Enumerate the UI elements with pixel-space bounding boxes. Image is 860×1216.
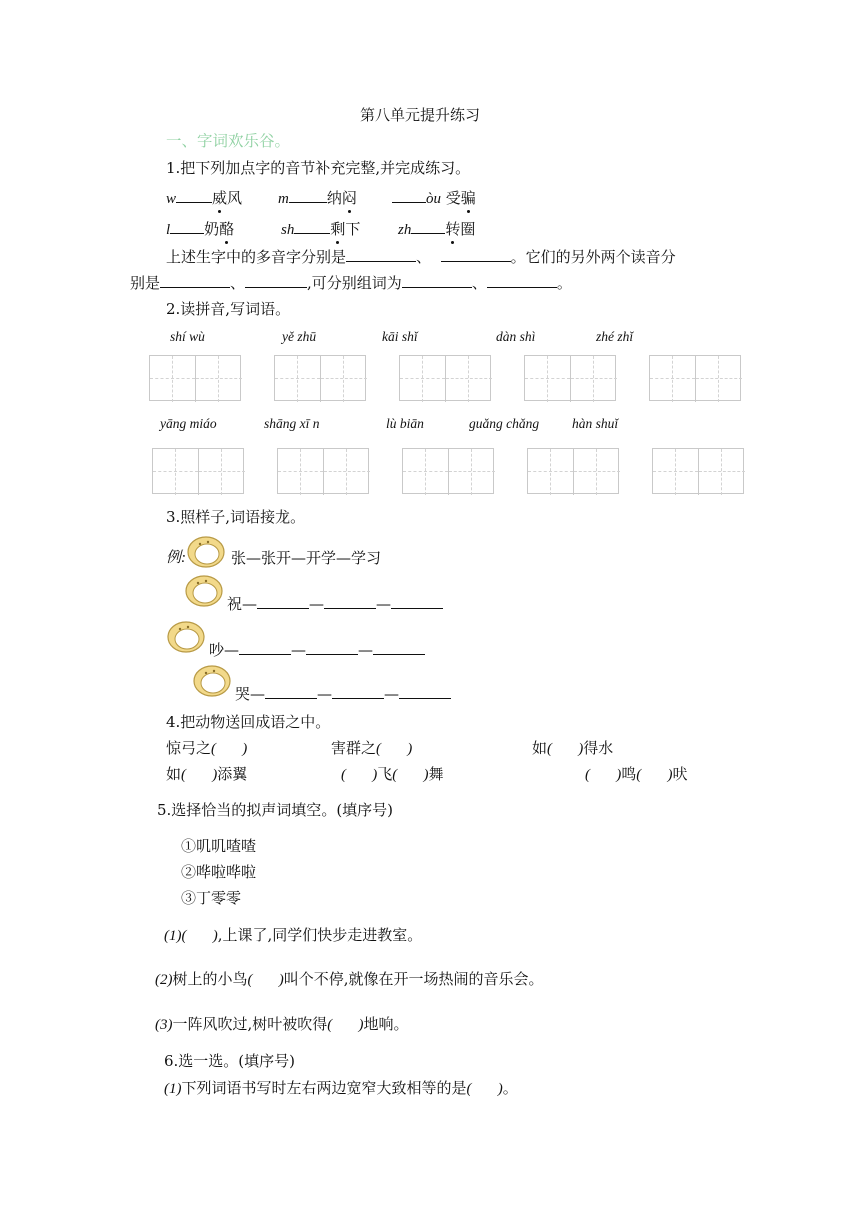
answer-blank[interactable] [265, 684, 317, 699]
writing-grid[interactable] [524, 355, 616, 401]
q1-paragraph-line2: 别是 、 ,可分别组词为 、 。 [130, 274, 572, 292]
answer-paren[interactable]: ( ) [211, 741, 248, 757]
answer-paren[interactable]: ( ) [636, 767, 673, 783]
chick-icon [192, 664, 232, 698]
answer-blank[interactable] [441, 247, 511, 262]
q4-heading: 4.把动物送回成语之中。 [166, 713, 331, 731]
answer-blank[interactable] [245, 273, 307, 288]
q1-paragraph-line1: 上述生字中的多音字分别是 、 。它们的另外两个读音分 [166, 248, 676, 266]
writing-grid[interactable] [399, 355, 491, 401]
pinyin-label: shí wù [170, 329, 205, 344]
idiom-item: ( )鸣( )吠 [585, 765, 688, 783]
idiom-item: ( )飞( )舞 [341, 765, 444, 783]
q1-item: l 奶酪 [166, 220, 235, 238]
idiom-item: 惊弓之( ) [166, 739, 248, 757]
sentence-item: (3)一阵风吹过,树叶被吹得( )地响。 [155, 1015, 409, 1033]
idiom-item: 如( )添翼 [166, 765, 248, 783]
chain-row: 祝— — — [227, 594, 443, 614]
answer-blank[interactable] [239, 640, 291, 655]
pinyin-label: yě zhū [282, 329, 317, 344]
writing-grid[interactable] [274, 355, 366, 401]
writing-grid[interactable] [402, 448, 494, 494]
answer-blank[interactable] [170, 219, 204, 234]
pinyin-label: shāng xī n [264, 416, 320, 431]
writing-grid[interactable] [527, 448, 619, 494]
pinyin-label: lù biān [386, 416, 424, 431]
pinyin-label: guǎng chǎng [469, 416, 540, 431]
chick-icon [186, 535, 226, 569]
chick-icon [166, 620, 206, 654]
pinyin-label: hàn shuǐ [572, 416, 619, 431]
answer-blank[interactable] [391, 594, 443, 609]
q6-heading: 6.选一选。(填序号) [164, 1052, 296, 1070]
pinyin-label: yāng miáo [160, 416, 217, 431]
writing-grid[interactable] [149, 355, 241, 401]
answer-blank[interactable] [306, 640, 358, 655]
answer-paren[interactable]: ( ) [376, 741, 413, 757]
sentence-item: (2)树上的小鸟( )叫个不停,就像在开一场热闹的音乐会。 [155, 970, 544, 988]
q1-item: òu 受骗 [392, 188, 476, 209]
q1-item: zh 转圈 [398, 220, 476, 238]
answer-blank[interactable] [373, 640, 425, 655]
answer-paren[interactable]: ( ) [466, 1081, 503, 1097]
q1-item: w 威风 [166, 189, 243, 207]
example-text: 张—张开—开学—学习 [231, 549, 382, 567]
page-title: 第八单元提升练习 [360, 106, 481, 124]
example-label: 例: [166, 550, 186, 566]
option-item: ③丁零零 [181, 889, 242, 907]
writing-grid[interactable] [152, 448, 244, 494]
answer-paren[interactable]: ( ) [392, 767, 429, 783]
answer-blank[interactable] [324, 594, 376, 609]
answer-paren[interactable]: ( ) [341, 767, 378, 783]
idiom-item: 如( )得水 [532, 739, 614, 757]
option-item: ①叽叽喳喳 [181, 837, 257, 855]
q6-sub1: (1)下列词语书写时左右两边宽窄大致相等的是( )。 [164, 1079, 518, 1097]
answer-blank[interactable] [332, 684, 384, 699]
answer-blank[interactable] [411, 219, 445, 234]
chain-row: 哭— — — [235, 684, 451, 704]
answer-blank[interactable] [289, 188, 327, 203]
answer-blank[interactable] [160, 273, 230, 288]
answer-blank[interactable] [346, 247, 416, 262]
answer-paren[interactable]: ( ) [181, 928, 218, 944]
chain-row: 吵— — — [209, 640, 425, 660]
answer-paren[interactable]: ( ) [585, 767, 622, 783]
writing-grid[interactable] [277, 448, 369, 494]
chick-icon [184, 574, 224, 608]
q2-heading: 2.读拼音,写词语。 [166, 300, 291, 318]
answer-blank[interactable] [402, 273, 472, 288]
answer-blank[interactable] [487, 273, 557, 288]
section-heading: 一、字词欢乐谷。 [166, 132, 291, 150]
pinyin-label: kāi shǐ [382, 329, 418, 344]
q1-item: sh 剩下 [281, 220, 361, 238]
q3-heading: 3.照样子,词语接龙。 [166, 508, 306, 526]
answer-blank[interactable] [392, 188, 426, 203]
answer-paren[interactable]: ( ) [247, 972, 284, 988]
answer-blank[interactable] [294, 219, 330, 234]
answer-paren[interactable]: ( ) [181, 767, 218, 783]
answer-paren[interactable]: ( ) [547, 741, 584, 757]
option-item: ②哗啦哗啦 [181, 863, 257, 881]
answer-paren[interactable]: ( ) [327, 1017, 364, 1033]
sentence-item: (1)( ),上课了,同学们快步走进教室。 [164, 926, 423, 944]
pinyin-label: zhé zhǐ [596, 329, 634, 344]
answer-blank[interactable] [257, 594, 309, 609]
q5-heading: 5.选择恰当的拟声词填空。(填序号) [157, 801, 394, 819]
idiom-item: 害群之( ) [331, 739, 413, 757]
answer-blank[interactable] [176, 188, 212, 203]
pinyin-label: dàn shì [496, 329, 536, 344]
q1-heading: 1.把下列加点字的音节补充完整,并完成练习。 [166, 159, 471, 177]
writing-grid[interactable] [649, 355, 741, 401]
writing-grid[interactable] [652, 448, 744, 494]
q1-item: m 纳闷 [278, 189, 357, 207]
answer-blank[interactable] [399, 684, 451, 699]
